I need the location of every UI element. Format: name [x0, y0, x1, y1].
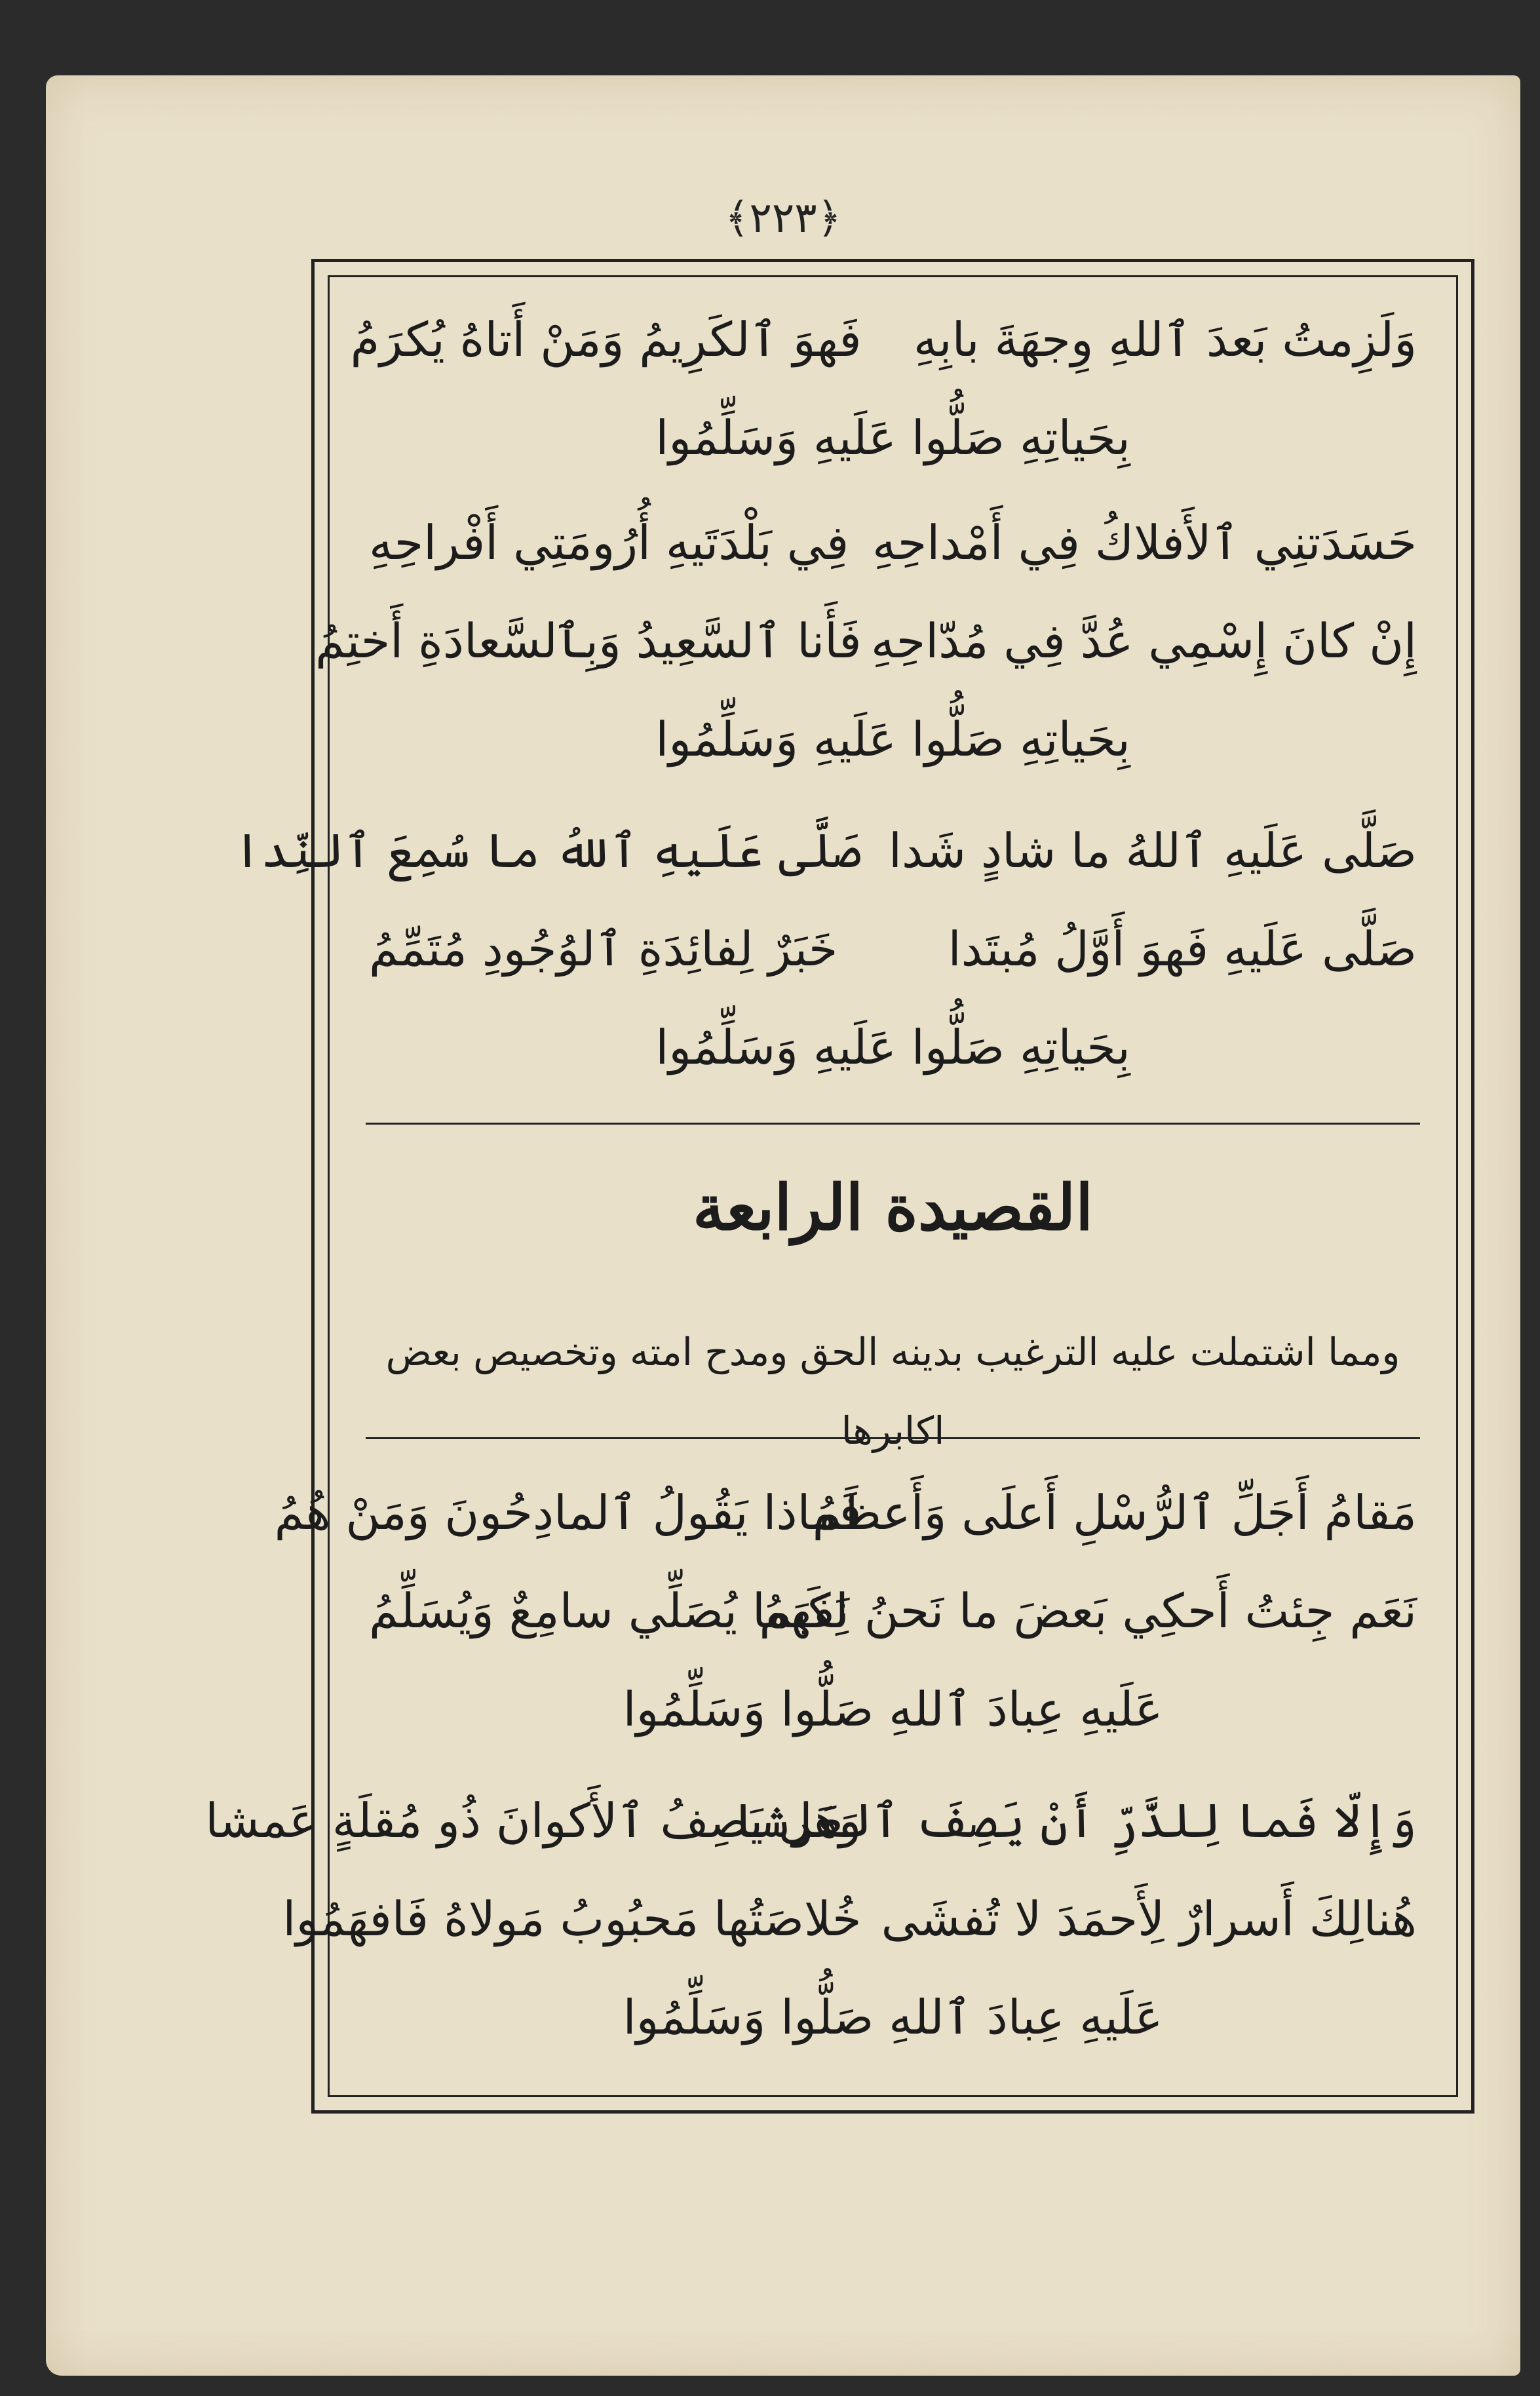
verse [315, 598, 1417, 684]
refrain: عَلَيهِ عِبادَ ٱللهِ صَلُّوا وَسَلِّمُوا [623, 1990, 1163, 2045]
refrain: بِحَياتِهِ صَلُّوا عَلَيهِ وَسَلِّمُوا [655, 410, 1130, 465]
verse-first-hemistich: نَعَم جِئتُ أَحكِي بَعضَ ما نَحنُ نَفهَمُ [759, 1583, 1417, 1638]
verse [350, 297, 1417, 382]
verse [369, 906, 1417, 992]
text-frame-inner [205, 275, 1458, 2097]
verse-first-hemistich: صَلَّى عَلَيهِ فَهوَ أَوَّلُ مُبتَدا [948, 921, 1417, 976]
qasida-subtitle: ومما اشتملت عليه الترغيب بدينه الحق ومدح امته وتخصيص بعض اكابرها [385, 1330, 1400, 1453]
verse-second-hemistich: وَهَل يَصِفُ ٱلأَكوانَ ذُو مُقلَةٍ عَمشا [205, 1793, 862, 1848]
verse-first-hemistich: هُنالِكَ أَسرارٌ لِأَحمَدَ لا تُفشَى [881, 1891, 1417, 1946]
verse-second-hemistich: فَماذا يَقُولُ ٱلمادِحُونَ وَمَنْ هُمُ [274, 1485, 862, 1540]
divider [366, 1123, 1420, 1125]
verse-first-hemistich: صَلَّى عَلَيهِ ٱللهُ ما شادٍ شَدا [888, 823, 1417, 878]
text-frame [205, 259, 1474, 2114]
verse-second-hemistich: خَبَرٌ لِفائِدَةِ ٱلوُجُودِ مُتَمِّمُ [369, 921, 838, 976]
page-number: ﴿٢٢٣﴾ [724, 194, 842, 242]
verse [274, 1470, 1417, 1555]
qasida-title: القصيدة الرابعة [693, 1170, 1093, 1245]
verse-second-hemistich: فِي بَلْدَتَيهِ أُرُومَتِي أَفْراحِهِ [369, 515, 849, 570]
verse [282, 1876, 1417, 1961]
refrain: بِحَياتِهِ صَلُّوا عَلَيهِ وَسَلِّمُوا [655, 712, 1130, 767]
verse-first-hemistich: حَسَدَتنِي ٱلأَفلاكُ فِي أَمْداحِهِ [872, 515, 1417, 570]
verse-second-hemistich: فَأَنا ٱلسَّعِيدُ وَبِٱلسَّعادَةِ أَختِمُ [315, 613, 862, 668]
verse-first-hemistich: وَلَزِمتُ بَعدَ ٱللهِ وِجهَةَ بابِهِ [913, 312, 1417, 367]
verse [233, 808, 1417, 893]
verse [369, 500, 1417, 585]
verse [205, 1778, 1417, 1863]
verse-second-hemistich: صَلَّى عَلَيهِ ٱللهُ ما سُمِعَ ٱلنِّدا [233, 823, 862, 878]
verse-first-hemistich: وَإِلّا فَما لِلذَّرِّ أَنْ يَصِفَ ٱلعَرشا [733, 1793, 1417, 1848]
refrain: عَلَيهِ عِبادَ ٱللهِ صَلُّوا وَسَلِّمُوا [623, 1682, 1163, 1737]
verse-first-hemistich: مَقامُ أَجَلِّ ٱلرُّسْلِ أَعلَى وَأَعظَمُ [812, 1485, 1417, 1540]
book-page [46, 75, 1520, 2376]
verse-second-hemistich: خُلاصَتُها مَحبُوبُ مَولاهُ فَافهَمُوا [282, 1891, 862, 1946]
verse [369, 1568, 1417, 1653]
divider [366, 1437, 1420, 1439]
verse-first-hemistich: إِنْ كانَ إِسْمِي عُدَّ فِي مُدّاحِهِ [870, 613, 1417, 668]
verse-second-hemistich: لِكَيما يُصَلِّي سامِعٌ وَيُسَلِّمُ [369, 1583, 849, 1638]
verse-second-hemistich: فَهوَ ٱلكَرِيمُ وَمَنْ أَتاهُ يُكرَمُ [350, 312, 862, 367]
refrain: بِحَياتِهِ صَلُّوا عَلَيهِ وَسَلِّمُوا [655, 1020, 1130, 1075]
